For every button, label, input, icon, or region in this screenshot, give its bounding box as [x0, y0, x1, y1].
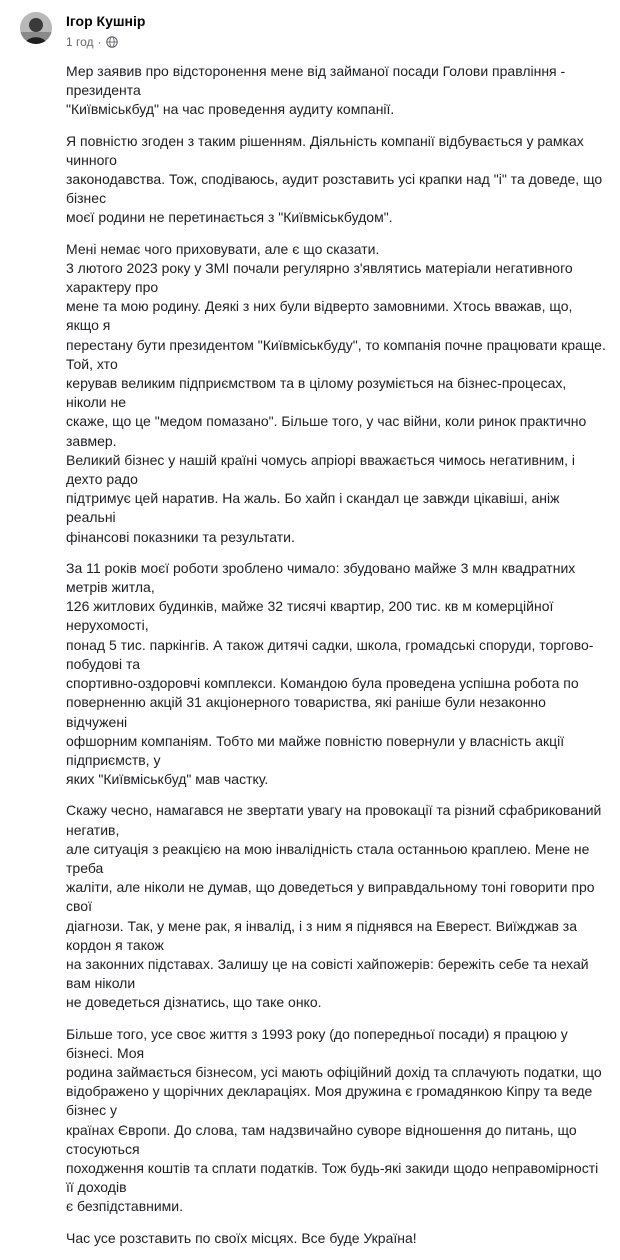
- post-paragraph: За 11 років моєї роботи зроблено чимало: збудовано майже 3 млн квадратних метрів житла, 126 житлових будинків, майже 32 тисячі квартир, 200 тис. кв м комерційної нерухомості, понад 5 тис. паркінгів. А також дитячі садки, школа, громадські споруди, торгово-побудові та спортивно-оздоровчі комплекси. Командою була проведена успішна робота по поверненню акцій 31 акціонерного товариства, які раніше були незаконно відчужені офшорним компаніям. Тобто ми майже повністю повернули у власність акції підприємств, у яких "Київміськбуд" мав частку.: [66, 559, 594, 788]
- post-header: [14, 0, 612, 56]
- globe-icon[interactable]: [106, 36, 118, 48]
- author-avatar[interactable]: [20, 12, 52, 44]
- post-paragraph: Я повністю згоден з таким рішенням. Діяльність компанії відбувається у рамках чинного законодавства. Тож, сподіваюсь, аудит розставить усі крапки над "і" та доведе, що бізнес моєї родини не перетинається з "Київміськбудом".: [66, 132, 603, 226]
- post-timestamp[interactable]: 1 год: [66, 35, 94, 49]
- avatar-photo: [20, 12, 52, 44]
- post-paragraph: Час усе розставить по своїх місцях. Все буде Україна!: [66, 1229, 417, 1246]
- meta-separator: ·: [97, 35, 102, 49]
- post-paragraph: Мер заявив про відсторонення мене від займаної посади Голови правління - президента "Київміськбуд" на час проведення аудиту компанії.: [66, 63, 566, 118]
- post-text: [66, 62, 606, 1260]
- post-paragraph: Скажу чесно, намагався не звертати увагу на провокації та різний сфабрикований негатив, але ситуація з реакцією на мою інвалідність стала останньою краплею. Мене не треба жаліти, але ніколи не думав, що доведеться у виправдальному тоні говорити про свої діагнози. Так, у мене рак, я інвалід, і з ним я піднявся на Еверест. Виїжджав за кордон я також на законних підставах. Залишу це на совісті хайпожерів: бережіть себе та нехай вам ніколи не доведеться дізнатись, що таке онко.: [66, 802, 602, 1011]
- author-name[interactable]: Ігор Кушнір: [66, 13, 146, 29]
- post-paragraph: Мені немає чого приховувати, але є що сказати. 3 лютого 2023 року у ЗМІ почали регулярно з'являтись матеріали негативного характеру про мене та мою родину. Деякі з них були відверто замовними. Хтось вважав, що, якщо я перестану бути президентом "Київміськбуду", то компанія почне працювати краще. Той, хто керував великим підприємством та в цілому розуміється на бізнес-процесах, ніколи не скаже, що це "медом помазано". Більше того, у час війни, коли ринок практично завмер. Великий бізнес у нашій країні чомусь апріорі вважається чимось негативним, і дехто радо підтримує цей наратив. На жаль. Бо хайп і скандал це завжди цікавіші, аніж реальні фінансові показники та результати.: [66, 240, 606, 545]
- post-paragraph: Більше того, усе своє життя з 1993 року (до попередньої посади) я працюю у бізнесі. Моя родина займається бізнесом, усі мають офіційний дохід та сплачують податки, що відображено у щорічних деклараціях. Моя дружина є громадянкою Кіпру та веде бізнес у країнах Європи. До слова, там надзвичайно суворе відношення до питань, що стосуються походження коштів та сплати податків. Тож будь-які закиди щодо неправомірності її доходів є безпідставними.: [66, 1025, 602, 1215]
- post-meta: [66, 35, 118, 49]
